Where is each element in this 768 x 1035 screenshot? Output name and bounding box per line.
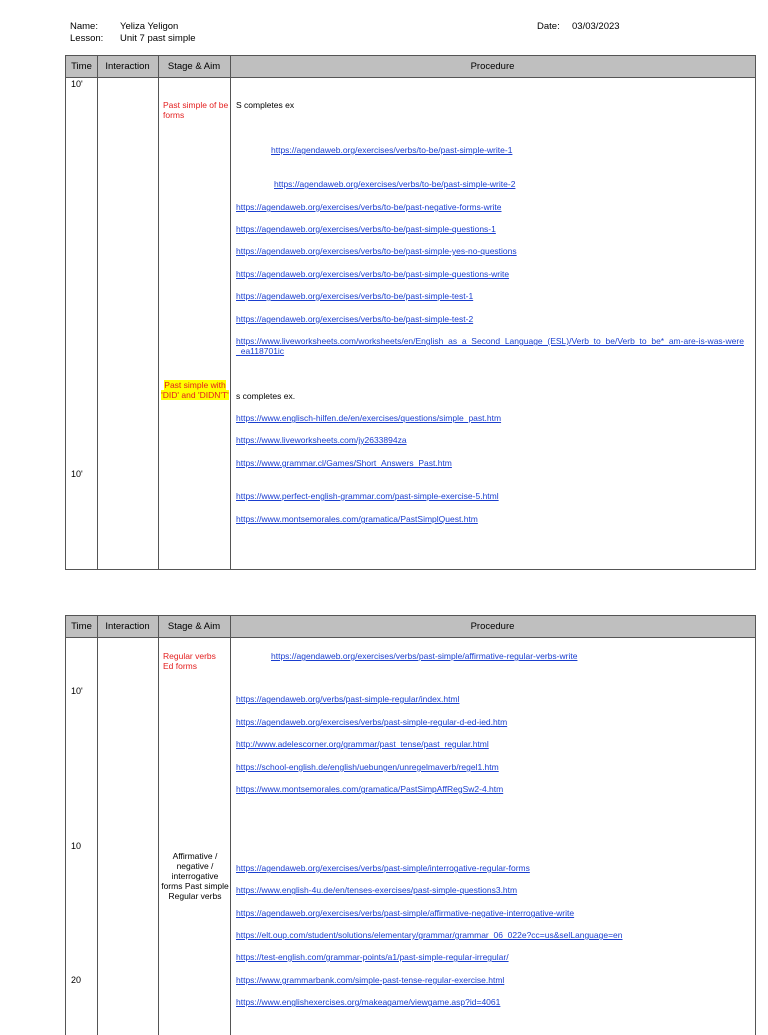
col-time: Time: [71, 61, 92, 72]
exercise-link[interactable]: https://agendaweb.org/exercises/verbs/to-be/past-simple-write-2: [274, 179, 516, 189]
exercise-link[interactable]: https://agendaweb.org/exercises/verbs/past-simple-regular-d-ed-ied.htm: [236, 717, 508, 727]
time-cell: 10': [71, 469, 83, 479]
exercise-link[interactable]: https://www.perfect-english-grammar.com/past-simple-exercise-5.html: [236, 491, 499, 501]
exercise-link[interactable]: https://www.englishexercises.org/makeagame/viewgame.asp?id=4061: [236, 997, 501, 1007]
time-cell: 10': [71, 79, 83, 89]
date-value: 03/03/2023: [572, 21, 620, 32]
col-procedure: Procedure: [470, 61, 515, 72]
stage-cell: [161, 380, 229, 400]
stage-cell: Regular verbs Ed forms: [163, 651, 216, 671]
exercise-link[interactable]: https://www.liveworksheets.com/worksheets/en/English_as_a_Second_Language_(ESL)/Verb_to_be/Verb_to_be*_am-are-is-was-were_ea118701ic: [236, 336, 744, 356]
lesson-value: Unit 7 past simple: [120, 33, 196, 44]
exercise-link[interactable]: https://agendaweb.org/exercises/verbs/to-be/past-simple-test-1: [236, 291, 474, 301]
name-label: Name:: [70, 21, 98, 32]
stage-highlight: Past simple with 'DID' and 'DIDN'T': [161, 380, 229, 400]
col-interaction: Interaction: [105, 61, 150, 72]
exercise-link[interactable]: https://test-english.com/grammar-points/a1/past-simple-regular-irregular/: [236, 952, 509, 962]
exercise-link[interactable]: https://agendaweb.org/exercises/verbs/to-be/past-simple-yes-no-questions: [236, 246, 517, 256]
col-stage-aim: Stage & Aim: [167, 61, 221, 72]
lesson-plan-table-1: [65, 55, 756, 570]
lesson-header: [70, 21, 196, 45]
exercise-link[interactable]: https://agendaweb.org/exercises/verbs/to-be/past-simple-write-1: [271, 145, 513, 155]
exercise-link[interactable]: https://elt.oup.com/student/solutions/elementary/grammar/grammar_06_022e?cc=us&selLanguage=en: [236, 930, 623, 940]
exercise-link[interactable]: https://agendaweb.org/exercises/verbs/to-be/past-simple-questions-1: [236, 224, 496, 234]
name-value: Yeliza Yeligon: [120, 21, 179, 32]
date-header: [537, 21, 620, 33]
exercise-link[interactable]: https://www.montsemorales.com/gramatica/PastSimplQuest.htm: [236, 514, 478, 524]
stage-cell: Affirmative / negative / interrogative forms Past simple Regular verbs: [161, 851, 229, 901]
col-procedure: Procedure: [470, 621, 515, 632]
time-cell: 10': [71, 686, 83, 696]
stage-cell: Past simple of be forms: [163, 100, 229, 120]
exercise-link[interactable]: https://www.liveworksheets.com/jy2633894za: [236, 435, 407, 445]
exercise-link[interactable]: https://agendaweb.org/exercises/verbs/past-simple/affirmative-regular-verbs-write: [271, 651, 578, 661]
exercise-link[interactable]: https://school-english.de/english/uebungen/unregelmaverb/regel1.htm: [236, 762, 499, 772]
exercise-link[interactable]: https://agendaweb.org/verbs/past-simple-regular/index.html: [236, 694, 460, 704]
lesson-label: Lesson:: [70, 33, 104, 44]
exercise-link[interactable]: https://www.grammarbank.com/simple-past-tense-regular-exercise.html: [236, 975, 505, 985]
time-cell: 10: [71, 841, 82, 851]
exercise-link[interactable]: https://agendaweb.org/exercises/verbs/to-be/past-simple-questions-write: [236, 269, 510, 279]
col-stage-aim: Stage & Aim: [167, 621, 221, 632]
exercise-link[interactable]: https://www.montsemorales.com/gramatica/PastSimpAffRegSw2-4.htm: [236, 784, 504, 794]
col-time: Time: [71, 621, 92, 632]
exercise-link[interactable]: https://www.englisch-hilfen.de/en/exercises/questions/simple_past.htm: [236, 413, 502, 423]
exercise-link[interactable]: https://agendaweb.org/exercises/verbs/past-simple/affirmative-negative-interrogative-write: [236, 908, 575, 918]
time-cell: 20: [71, 975, 82, 985]
lesson-plan-table-2: [65, 615, 756, 1035]
procedure-note: s completes ex.: [236, 391, 296, 401]
exercise-link[interactable]: https://www.grammar.cl/Games/Short_Answers_Past.htm: [236, 458, 452, 468]
exercise-link[interactable]: http://www.adelescorner.org/grammar/past_tense/past_regular.html: [236, 739, 489, 749]
exercise-link[interactable]: https://agendaweb.org/exercises/verbs/past-simple/interrogative-regular-forms: [236, 863, 530, 873]
col-interaction: Interaction: [105, 621, 150, 632]
exercise-link[interactable]: https://agendaweb.org/exercises/verbs/to-be/past-negative-forms-write: [236, 202, 502, 212]
exercise-link[interactable]: https://agendaweb.org/exercises/verbs/to-be/past-simple-test-2: [236, 314, 474, 324]
procedure-note: S completes ex: [236, 100, 295, 110]
exercise-link[interactable]: https://www.english-4u.de/en/tenses-exercises/past-simple-questions3.htm: [236, 885, 518, 895]
date-label: Date:: [537, 21, 560, 32]
